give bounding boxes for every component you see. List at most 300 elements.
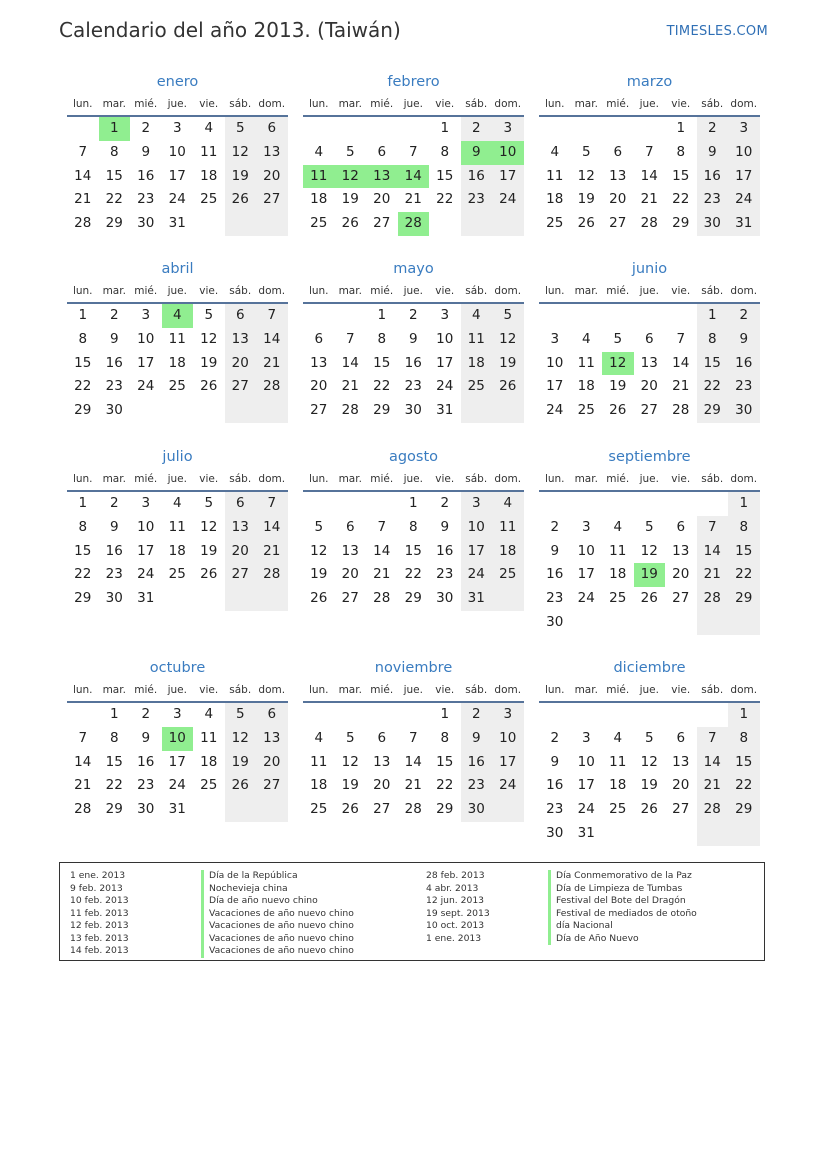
legend-holiday-name: día Nacional — [548, 920, 697, 933]
day-cell: 10 — [728, 141, 760, 165]
weekday-label: dom. — [258, 684, 286, 696]
day-cell: 6 — [644, 330, 654, 347]
empty-cell — [634, 117, 666, 141]
weekday-label: sáb. — [229, 98, 252, 110]
day-cell: 18 — [310, 777, 328, 794]
day-cell: 30 — [137, 801, 155, 818]
day-cell: 1 — [109, 706, 119, 722]
day-cell: 2 — [141, 120, 151, 136]
day-cell: 29 — [436, 801, 454, 818]
day-cell: 26 — [640, 801, 658, 818]
day-cell: 10 — [577, 542, 595, 559]
month-name: octubre — [149, 660, 206, 676]
weekday-label: lun. — [544, 473, 565, 485]
day-cell: 19 — [609, 378, 627, 395]
weekday-label: sáb. — [701, 98, 724, 110]
weekday-label: sáb. — [465, 684, 488, 696]
legend-date: 12 jun. 2013 — [426, 895, 485, 906]
weekday-label: jue. — [167, 98, 187, 110]
day-cell: 10 — [577, 753, 595, 770]
day-cell: 25 — [609, 590, 627, 607]
day-cell: 12 — [200, 518, 218, 535]
empty-cell — [225, 798, 257, 822]
day-cell: 23 — [137, 191, 155, 208]
weekday-label: lun. — [72, 473, 93, 485]
month-name: agosto — [388, 449, 439, 465]
weekday-label: vie. — [435, 98, 455, 110]
day-cell: 5 — [644, 729, 654, 746]
day-cell: 26 — [640, 590, 658, 607]
day-cell: 3 — [728, 117, 760, 141]
day-cell: 11 — [168, 330, 186, 347]
day-cell: 1 — [78, 307, 88, 323]
day-cell: 24 — [137, 566, 155, 583]
day-cell: 6 — [314, 330, 324, 347]
weekday-label: mar. — [338, 285, 362, 297]
month-name: febrero — [387, 74, 440, 90]
day-cell: 18 — [461, 352, 493, 376]
day-cell: 3 — [550, 330, 560, 347]
month-name: septiembre — [608, 449, 691, 465]
day-cell: 2 — [109, 307, 119, 323]
day-cell: 14 — [697, 751, 729, 775]
day-cell: 21 — [74, 191, 92, 208]
day-cell: 5 — [225, 703, 257, 727]
empty-cell — [728, 822, 760, 846]
month-name: enero — [156, 74, 199, 90]
day-cell: 19 — [640, 777, 658, 794]
day-cell: 11 — [200, 143, 218, 160]
empty-cell — [398, 117, 430, 141]
day-cell: 16 — [137, 167, 155, 184]
empty-cell — [634, 611, 666, 635]
day-cell: 18 — [492, 540, 524, 564]
empty-cell — [67, 703, 99, 727]
page-title: Calendario del año 2013. (Taiwán) — [59, 18, 401, 42]
day-cell: 12 — [200, 330, 218, 347]
day-cell: 2 — [440, 495, 450, 511]
day-cell: 28 — [697, 587, 729, 611]
day-cell: 15 — [404, 542, 422, 559]
day-cell: 17 — [461, 540, 493, 564]
day-cell: 3 — [440, 307, 450, 323]
day-cell: 21 — [256, 540, 288, 564]
day-cell: 15 — [373, 354, 391, 371]
day-cell: 3 — [141, 495, 151, 511]
day-cell: 14 — [404, 753, 422, 770]
day-cell: 29 — [105, 801, 123, 818]
day-cell: 6 — [345, 518, 355, 535]
day-cell: 14 — [697, 540, 729, 564]
day-grid — [303, 117, 524, 236]
legend-date: 11 feb. 2013 — [70, 907, 129, 919]
legend-date: 28 feb. 2013 — [426, 870, 485, 881]
day-cell: 14 — [256, 516, 288, 540]
day-cell: 15 — [697, 352, 729, 376]
weekday-label: vie. — [435, 473, 455, 485]
empty-cell — [193, 798, 225, 822]
day-cell: 23 — [137, 777, 155, 794]
day-cell: 30 — [546, 613, 564, 630]
weekday-header — [539, 284, 760, 304]
month-diciembre — [539, 659, 760, 846]
day-cell: 16 — [105, 542, 123, 559]
day-cell: 17 — [436, 354, 454, 371]
legend-date: 1 ene. 2013 — [426, 932, 482, 944]
day-cell: 12 — [225, 141, 257, 165]
weekday-header — [67, 97, 288, 117]
day-cell: 10 — [546, 354, 564, 371]
month-noviembre — [303, 659, 524, 822]
day-cell: 8 — [728, 516, 760, 540]
day-cell: 4 — [613, 518, 623, 535]
empty-cell — [728, 611, 760, 635]
day-cell: 24 — [436, 378, 454, 395]
day-cell: 9 — [461, 727, 493, 751]
legend-right-dates — [426, 870, 490, 945]
weekday-header — [303, 472, 524, 492]
day-cell: 24 — [168, 191, 186, 208]
day-cell: 11 — [168, 518, 186, 535]
day-cell: 19 — [492, 352, 524, 376]
weekday-label: vie. — [199, 98, 219, 110]
day-cell: 5 — [314, 518, 324, 535]
weekday-label: lun. — [72, 285, 93, 297]
day-cell: 28 — [697, 798, 729, 822]
day-cell: 15 — [74, 542, 92, 559]
day-cell: 30 — [697, 212, 729, 236]
day-cell: 18 — [310, 191, 328, 208]
day-cell: 31 — [168, 215, 186, 232]
weekday-label: jue. — [639, 473, 659, 485]
weekday-label: sáb. — [701, 285, 724, 297]
weekday-label: jue. — [403, 98, 423, 110]
holiday-day-cell: 10 — [162, 727, 194, 751]
month-name: diciembre — [613, 660, 686, 676]
day-cell: 7 — [345, 330, 355, 347]
empty-cell — [697, 822, 729, 846]
day-grid — [67, 703, 288, 822]
empty-cell — [67, 117, 99, 141]
day-cell: 1 — [676, 120, 686, 136]
day-cell: 27 — [225, 375, 257, 399]
empty-cell — [539, 492, 571, 516]
day-cell: 11 — [609, 753, 627, 770]
day-cell: 24 — [137, 378, 155, 395]
day-cell: 7 — [256, 304, 288, 328]
empty-cell — [461, 399, 493, 423]
day-cell: 26 — [492, 375, 524, 399]
legend-holiday-name: Festival del Bote del Dragón — [548, 895, 697, 908]
day-cell: 3 — [172, 120, 182, 136]
weekday-label: mié. — [370, 473, 394, 485]
month-enero — [67, 73, 288, 236]
day-cell: 6 — [377, 729, 387, 746]
weekday-label: mar. — [574, 473, 598, 485]
weekday-label: mié. — [134, 473, 158, 485]
day-cell: 18 — [609, 777, 627, 794]
day-cell: 10 — [492, 727, 524, 751]
legend-holiday-name: Vacaciones de año nuevo chino — [201, 945, 354, 958]
day-cell: 16 — [137, 753, 155, 770]
day-cell: 9 — [408, 330, 418, 347]
empty-cell — [492, 798, 524, 822]
day-grid — [303, 304, 524, 423]
day-cell: 8 — [109, 143, 119, 160]
day-cell: 10 — [137, 330, 155, 347]
month-name: julio — [162, 449, 193, 465]
day-cell: 12 — [577, 167, 595, 184]
day-cell: 2 — [728, 304, 760, 328]
empty-cell — [429, 212, 461, 236]
day-cell: 25 — [168, 378, 186, 395]
empty-cell — [256, 399, 288, 423]
day-cell: 23 — [404, 378, 422, 395]
day-cell: 19 — [225, 751, 257, 775]
day-cell: 2 — [697, 117, 729, 141]
empty-cell — [225, 587, 257, 611]
day-cell: 20 — [225, 352, 257, 376]
day-cell: 25 — [200, 777, 218, 794]
day-cell: 25 — [310, 801, 328, 818]
empty-cell — [602, 304, 634, 328]
day-cell: 23 — [105, 378, 123, 395]
empty-cell — [697, 611, 729, 635]
day-cell: 30 — [461, 798, 493, 822]
empty-cell — [303, 492, 335, 516]
day-cell: 19 — [310, 566, 328, 583]
day-cell: 15 — [728, 540, 760, 564]
empty-cell — [366, 703, 398, 727]
day-cell: 20 — [672, 777, 690, 794]
month-name: noviembre — [374, 660, 453, 676]
day-cell: 9 — [141, 729, 151, 746]
weekday-label: dom. — [730, 684, 758, 696]
legend-holiday-name: Festival de mediados de otoño — [548, 908, 697, 921]
day-cell: 28 — [74, 801, 92, 818]
day-cell: 4 — [204, 706, 214, 722]
month-name: junio — [631, 261, 668, 277]
day-cell: 19 — [200, 542, 218, 559]
month-mayo — [303, 260, 524, 423]
weekday-label: mié. — [370, 98, 394, 110]
day-cell: 5 — [613, 330, 623, 347]
day-cell: 20 — [373, 191, 391, 208]
empty-cell — [225, 399, 257, 423]
empty-cell — [571, 703, 603, 727]
day-cell: 13 — [609, 167, 627, 184]
day-cell: 1 — [78, 495, 88, 511]
weekday-label: vie. — [435, 684, 455, 696]
brand-link[interactable]: TIMESLES.COM — [666, 24, 768, 39]
weekday-label: jue. — [639, 98, 659, 110]
month-febrero — [303, 73, 524, 236]
day-cell: 13 — [640, 354, 658, 371]
day-cell: 15 — [728, 751, 760, 775]
legend-holiday-name: Vacaciones de año nuevo chino — [201, 908, 354, 921]
day-cell: 18 — [200, 753, 218, 770]
day-cell: 9 — [109, 518, 119, 535]
weekday-label: lun. — [72, 98, 93, 110]
weekday-label: jue. — [167, 285, 187, 297]
day-cell: 13 — [225, 516, 257, 540]
day-cell: 27 — [373, 215, 391, 232]
empty-cell — [571, 611, 603, 635]
day-cell: 23 — [697, 188, 729, 212]
day-cell: 23 — [546, 590, 564, 607]
empty-cell — [162, 399, 194, 423]
weekday-label: mié. — [134, 98, 158, 110]
day-cell: 6 — [256, 117, 288, 141]
day-cell: 26 — [200, 378, 218, 395]
day-cell: 3 — [492, 703, 524, 727]
day-cell: 24 — [492, 188, 524, 212]
day-cell: 20 — [310, 378, 328, 395]
day-cell: 21 — [404, 777, 422, 794]
month-name: marzo — [626, 74, 673, 90]
day-cell: 17 — [577, 566, 595, 583]
day-cell: 4 — [204, 120, 214, 136]
empty-cell — [303, 703, 335, 727]
day-cell: 9 — [109, 330, 119, 347]
empty-cell — [634, 304, 666, 328]
day-cell: 21 — [373, 566, 391, 583]
day-cell: 5 — [581, 143, 591, 160]
empty-cell — [571, 304, 603, 328]
day-cell: 26 — [200, 566, 218, 583]
month-name: mayo — [393, 261, 434, 277]
weekday-label: vie. — [671, 684, 691, 696]
weekday-header — [303, 683, 524, 703]
day-cell: 31 — [436, 402, 454, 419]
empty-cell — [539, 117, 571, 141]
day-cell: 17 — [168, 167, 186, 184]
day-cell: 5 — [345, 143, 355, 160]
day-cell: 1 — [440, 706, 450, 722]
day-cell: 6 — [256, 703, 288, 727]
day-cell: 29 — [74, 590, 92, 607]
empty-cell — [665, 492, 697, 516]
legend-holiday-name: Día de la República — [201, 870, 354, 883]
empty-cell — [366, 117, 398, 141]
day-cell: 25 — [577, 402, 595, 419]
day-cell: 29 — [404, 590, 422, 607]
day-grid — [67, 117, 288, 236]
day-cell: 25 — [461, 375, 493, 399]
day-cell: 16 — [728, 352, 760, 376]
weekday-label: vie. — [435, 285, 455, 297]
legend-holiday-name: Vacaciones de año nuevo chino — [201, 920, 354, 933]
day-cell: 26 — [310, 590, 328, 607]
day-cell: 19 — [577, 191, 595, 208]
weekday-label: dom. — [494, 285, 522, 297]
empty-cell — [303, 117, 335, 141]
weekday-label: sáb. — [465, 285, 488, 297]
weekday-label: jue. — [403, 285, 423, 297]
day-cell: 21 — [404, 191, 422, 208]
day-cell: 20 — [373, 777, 391, 794]
day-cell: 7 — [408, 729, 418, 746]
day-cell: 9 — [697, 141, 729, 165]
holiday-day-cell: 12 — [335, 165, 367, 189]
day-cell: 7 — [377, 518, 387, 535]
day-cell: 15 — [436, 753, 454, 770]
day-cell: 17 — [492, 751, 524, 775]
legend-date: 13 feb. 2013 — [70, 932, 129, 944]
weekday-label: jue. — [403, 473, 423, 485]
weekday-label: mié. — [606, 684, 630, 696]
day-cell: 6 — [676, 518, 686, 535]
day-cell: 27 — [672, 590, 690, 607]
day-cell: 3 — [581, 518, 591, 535]
day-cell: 20 — [256, 751, 288, 775]
day-cell: 29 — [672, 215, 690, 232]
empty-cell — [398, 703, 430, 727]
day-cell: 6 — [377, 143, 387, 160]
weekday-label: lun. — [308, 98, 329, 110]
weekday-label: lun. — [72, 684, 93, 696]
day-cell: 1 — [728, 492, 760, 516]
legend-holiday-name: Nochevieja china — [201, 883, 354, 896]
day-cell: 21 — [672, 378, 690, 395]
empty-cell — [256, 798, 288, 822]
day-cell: 21 — [697, 563, 729, 587]
day-cell: 20 — [225, 540, 257, 564]
legend-date: 10 feb. 2013 — [70, 895, 129, 906]
weekday-label: mar. — [102, 285, 126, 297]
day-cell: 17 — [728, 165, 760, 189]
day-cell: 14 — [341, 354, 359, 371]
day-cell: 13 — [341, 542, 359, 559]
day-cell: 27 — [225, 563, 257, 587]
day-cell: 4 — [461, 304, 493, 328]
weekday-label: lun. — [544, 285, 565, 297]
day-cell: 17 — [168, 753, 186, 770]
day-cell: 2 — [461, 117, 493, 141]
day-cell: 3 — [141, 307, 151, 323]
legend-date: 4 abr. 2013 — [426, 882, 479, 894]
holiday-day-cell: 11 — [303, 165, 335, 189]
day-cell: 7 — [697, 516, 729, 540]
day-cell: 22 — [105, 777, 123, 794]
day-cell: 22 — [728, 774, 760, 798]
day-cell: 30 — [404, 402, 422, 419]
month-octubre — [67, 659, 288, 822]
day-cell: 25 — [546, 215, 564, 232]
day-cell: 19 — [225, 165, 257, 189]
day-cell: 3 — [492, 117, 524, 141]
legend-holiday-name: Día de Limpieza de Tumbas — [548, 883, 697, 896]
day-cell: 24 — [728, 188, 760, 212]
day-cell: 17 — [137, 542, 155, 559]
day-cell: 28 — [404, 801, 422, 818]
empty-cell — [665, 611, 697, 635]
day-cell: 3 — [581, 729, 591, 746]
day-cell: 8 — [440, 729, 450, 746]
day-cell: 4 — [581, 330, 591, 347]
day-cell: 21 — [74, 777, 92, 794]
empty-cell — [303, 304, 335, 328]
day-cell: 6 — [613, 143, 623, 160]
weekday-label: sáb. — [701, 684, 724, 696]
day-cell: 5 — [644, 518, 654, 535]
holiday-day-cell: 9 — [461, 141, 493, 165]
legend-date: 12 feb. 2013 — [70, 920, 129, 931]
day-cell: 26 — [577, 215, 595, 232]
day-cell: 26 — [341, 801, 359, 818]
day-cell: 14 — [74, 167, 92, 184]
weekday-label: sáb. — [229, 285, 252, 297]
